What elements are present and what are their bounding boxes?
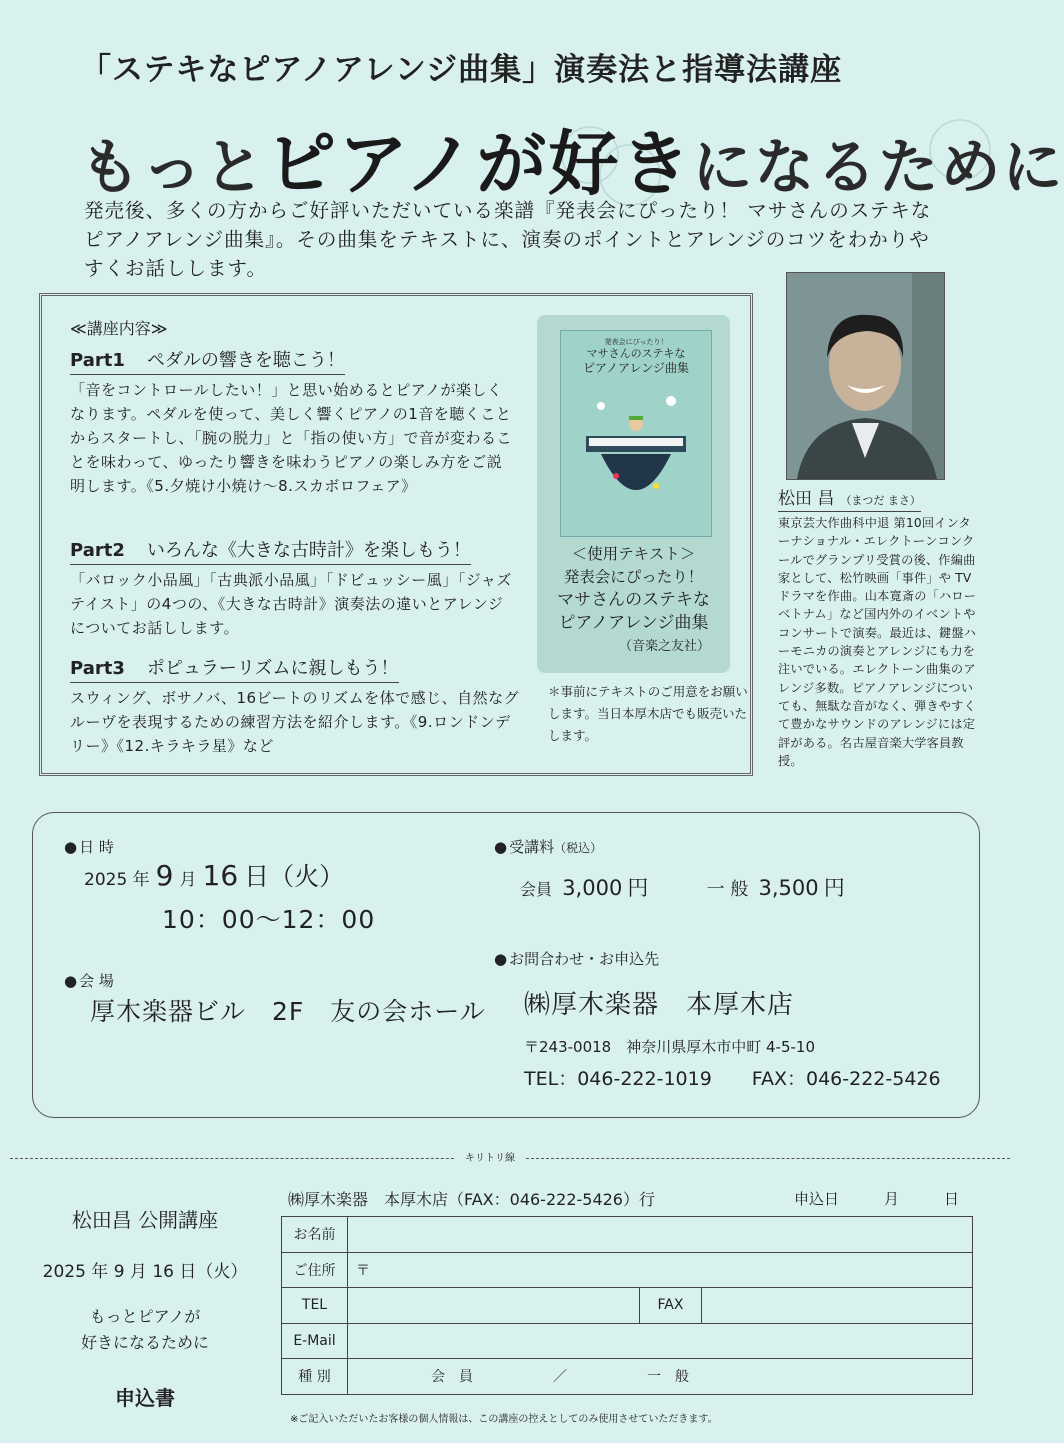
type-general[interactable]: 一 般 bbox=[647, 1369, 689, 1386]
form-date: 2025 年 9 月 16 日（火） bbox=[42, 1262, 248, 1282]
part3-heading: ポピュラーリズムに親しもう！ bbox=[146, 658, 399, 679]
book-line2: マサさんのステキな bbox=[557, 590, 710, 610]
fee-label bbox=[494, 836, 602, 857]
venue: 厚木楽器ビル 2F 友の会ホール bbox=[90, 997, 486, 1026]
day-unit: 日（火） bbox=[244, 862, 345, 891]
instructor-photo bbox=[786, 272, 945, 480]
date-label: ● 日 時 bbox=[64, 836, 114, 857]
cover-small-text: 発表会にぴったり！ bbox=[604, 338, 668, 346]
book-label: ＜使用テキスト＞ bbox=[571, 545, 696, 563]
cover-title1: マサさんのステキな bbox=[586, 347, 686, 360]
title-part2: になるために bbox=[692, 133, 1064, 203]
form-row-email bbox=[282, 1323, 973, 1359]
form-row-name bbox=[282, 1217, 973, 1253]
tel-header: TEL bbox=[282, 1288, 348, 1324]
form-side-label bbox=[30, 1200, 260, 1411]
main-title bbox=[80, 108, 1064, 209]
part3-label: Part3 bbox=[70, 658, 125, 679]
name-field[interactable] bbox=[348, 1217, 973, 1253]
email-header: E-Mail bbox=[282, 1323, 348, 1359]
fax: FAX：046-222-5426 bbox=[751, 1068, 941, 1090]
book-cover-image bbox=[560, 330, 712, 537]
privacy-note: ※ご記入いただいたお客様の個人情報は、この講座の控えとしてのみ使用させていただきます。 bbox=[290, 1414, 718, 1425]
part2-title bbox=[70, 536, 471, 565]
name-text: 松田 昌 bbox=[778, 489, 835, 509]
form-sub1: もっとピアノが bbox=[89, 1307, 201, 1326]
member-price: 3,000 bbox=[562, 876, 623, 900]
book-line3: ピアノアレンジ曲集 bbox=[558, 613, 709, 633]
part2-body: 「バロック小品風」「古典派小品風」「ドビュッシー風」「ジャズテイスト」の4つの、《大きな古時計》演奏法の違いとアレンジについてお話しします。 bbox=[70, 571, 512, 637]
application-form-table bbox=[281, 1216, 973, 1395]
contact-phone bbox=[524, 1064, 941, 1091]
tel-field[interactable] bbox=[348, 1288, 640, 1324]
day: 16 bbox=[202, 859, 239, 892]
book-note: ＊事前にテキストのご用意をお願いします。当日本厚木店でも販売いたします。 bbox=[548, 684, 748, 743]
general-label: 一 般 bbox=[706, 879, 749, 900]
piano-illustration bbox=[561, 376, 711, 536]
part2-heading: いろんな《大きな古時計》を楽しもう！ bbox=[146, 540, 471, 561]
part3-title bbox=[70, 654, 399, 683]
intro-text: 発売後、多くの方からご好評いただいている楽譜『発表会にぴったり！ マサさんのステキなピアノアレンジ曲集』。その曲集をテキストに、演奏のポイントとアレンジのコツをわかりやすくお話しします。 bbox=[84, 199, 932, 280]
month-unit: 月 bbox=[179, 870, 197, 890]
month: 9 bbox=[155, 859, 174, 892]
address-header: ご住所 bbox=[282, 1252, 348, 1288]
book-publisher: （音楽之友社） bbox=[618, 639, 710, 654]
tel: TEL：046-222-1019 bbox=[524, 1068, 712, 1090]
fax-field[interactable] bbox=[702, 1288, 973, 1324]
fees bbox=[520, 872, 845, 902]
fax-header: FAX bbox=[640, 1288, 702, 1324]
form-header: ㈱厚木楽器 本厚木店（FAX：046-222-5426）行 bbox=[288, 1190, 655, 1209]
type-header: 種 別 bbox=[282, 1359, 348, 1395]
form-row-address bbox=[282, 1252, 973, 1288]
part2-label: Part2 bbox=[70, 540, 125, 561]
contact-address: 〒243-0018 神奈川県厚木市中町 4-5-10 bbox=[524, 1038, 815, 1056]
form-sub2: 好きになるために bbox=[80, 1333, 209, 1352]
fee-note: （税込） bbox=[554, 841, 603, 855]
email-field[interactable] bbox=[348, 1323, 973, 1359]
general-price: 3,500 bbox=[758, 876, 819, 900]
name-reading: （まつだ まさ） bbox=[840, 494, 921, 507]
title-emphasis: ピアノが好き bbox=[266, 123, 693, 205]
form-application-title: 申込書 bbox=[115, 1386, 175, 1410]
event-time: 10：00～12：00 bbox=[162, 905, 376, 934]
form-row-type bbox=[282, 1359, 973, 1395]
part1-title bbox=[70, 346, 345, 375]
instructor-name bbox=[778, 484, 921, 512]
form-row-phone bbox=[282, 1288, 973, 1324]
form-course-title: 松田昌 公開講座 bbox=[71, 1208, 219, 1232]
fee-label-text: 受講料 bbox=[509, 838, 555, 856]
venue-label: ● 会 場 bbox=[64, 970, 114, 991]
year-unit: 年 bbox=[132, 870, 150, 890]
contact-label: ● お問合わせ・お申込先 bbox=[494, 948, 659, 969]
title-part1: もっと bbox=[80, 133, 266, 203]
book-info bbox=[537, 543, 730, 658]
event-date bbox=[84, 857, 344, 893]
member-label: 会員 bbox=[520, 880, 553, 899]
instructor-bio: 東京芸大作曲科中退 第10回インターナショナル・エレクトーンコンクールでグランプリ受賞の後、作編曲家として、松竹映画「事件」や TV ドラマを作曲。山本寛斎の「ハローベトナム」など国内外のイベントやコンサートで演奏。最近は、鍵盤ハーモニカの演奏とアレンジにも力を注いでいる。エレクトーン曲集のアレンジ多数。ピアノアレンジについても、無駄な音がなく、弾きやすくて豊かなサウンドのアレンジには定評がある。名古屋音楽大学客員教授。 bbox=[778, 516, 977, 768]
name-header: お名前 bbox=[282, 1217, 348, 1253]
cut-label: キリトリ線 bbox=[455, 1149, 525, 1164]
contact-name: ㈱厚木楽器 本厚木店 bbox=[524, 990, 795, 1020]
type-field[interactable] bbox=[348, 1359, 973, 1395]
cover-title2: ピアノアレンジ曲集 bbox=[583, 361, 689, 375]
subtitle: 「ステキなピアノアレンジ曲集」演奏法と指導法講座 bbox=[80, 52, 843, 88]
part1-body: 「音をコントロールしたい！」と思い始めるとピアノが楽しくなります。ペダルを使って、美しく響くピアノの1音を聴くことからスタートし、「腕の脱力」と「指の使い方」で音が変わることを味わって、ゆったり響きを味わうピアノの楽しみ方をご説明します。《5.夕焼け小焼け～8.スカボロフェア》 bbox=[70, 381, 513, 495]
part1-heading: ペダルの響きを聴こう！ bbox=[146, 350, 345, 371]
year: 2025 bbox=[84, 870, 128, 890]
part3-body: スウィング、ボサノバ、16ビートのリズムを体で感じ、自然なグルーヴを表現するための練習方法を紹介します。《9.ロンドンデリー》《12.キラキラ星》など bbox=[70, 689, 520, 755]
application-date[interactable]: 申込日 月 日 bbox=[794, 1190, 960, 1208]
type-separator: ／ bbox=[553, 1369, 567, 1386]
member-yen: 円 bbox=[627, 876, 649, 900]
address-field[interactable]: 〒 bbox=[348, 1252, 973, 1288]
type-member[interactable]: 会 員 bbox=[431, 1369, 473, 1386]
contents-heading: ≪講座内容≫ bbox=[70, 319, 168, 338]
general-yen: 円 bbox=[823, 876, 845, 900]
part1-label: Part1 bbox=[70, 350, 125, 371]
book-line1: 発表会にぴったり！ bbox=[563, 568, 704, 586]
